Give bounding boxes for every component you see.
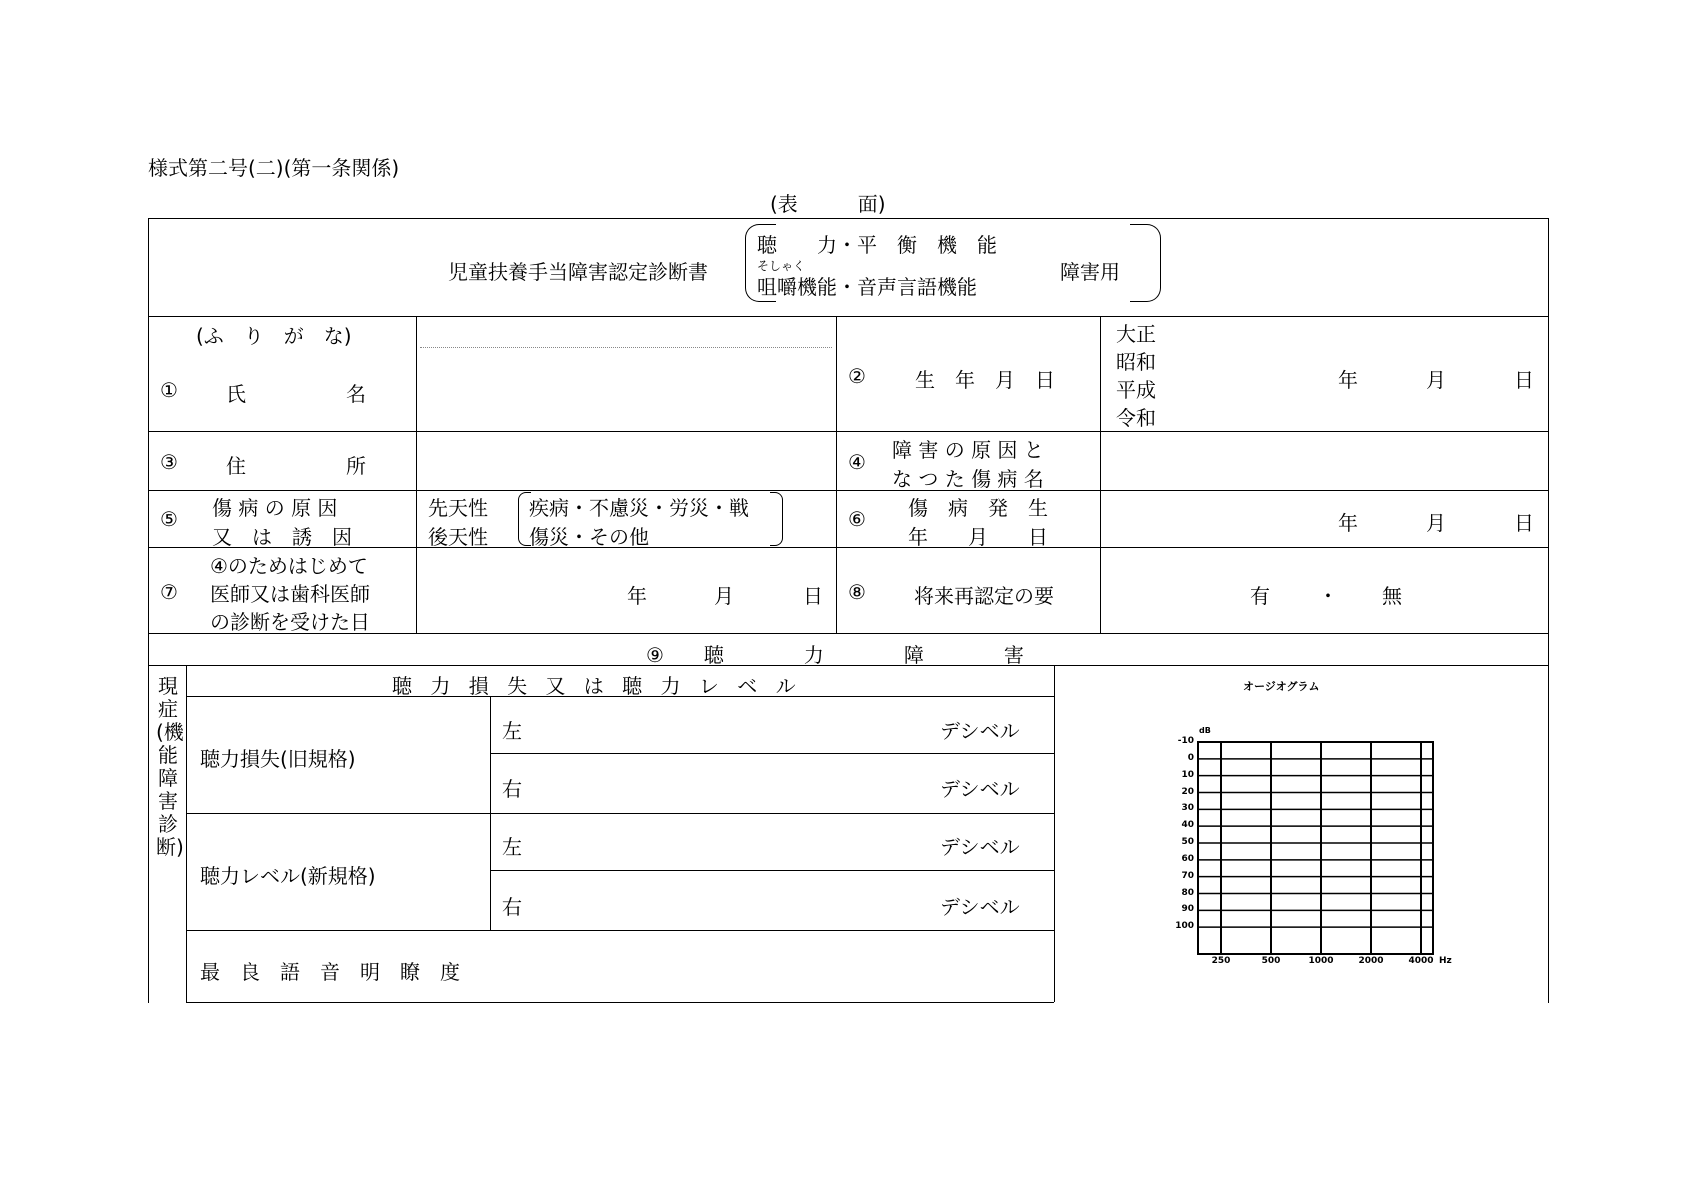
bracket-right (1130, 224, 1161, 302)
address-field[interactable] (420, 434, 830, 488)
new-left-label: 左 (502, 835, 522, 859)
audiogram-y-tick: 40 (1181, 820, 1194, 831)
speech-discrimination-label: 最 良 語 音 明 瞭 度 (200, 960, 460, 984)
origin-label-2: 又 は 誘 因 (212, 525, 352, 549)
audiogram-y-tick: 30 (1181, 803, 1194, 814)
num-6: ⑥ (848, 507, 866, 531)
title-line2: 咀嚼機能・音声言語機能 (757, 275, 977, 299)
audiogram-title: オージオグラム (1243, 680, 1320, 693)
first-diag-label-3: の診断を受けた日 (210, 610, 370, 634)
hearing-section-title: ⑨ 聴 力 障 害 (646, 643, 1024, 667)
num-4: ④ (848, 450, 866, 474)
cause-field[interactable] (1104, 434, 1544, 488)
audiogram-frame (1198, 742, 1433, 954)
num-3: ③ (160, 450, 178, 474)
num-8: ⑧ (848, 580, 866, 604)
dob-day: 日 (1514, 368, 1534, 392)
first-diag-month: 月 (714, 584, 734, 608)
form-number: 様式第二号(二)(第一条関係) (148, 156, 400, 180)
audiogram-y-tick: 70 (1181, 870, 1194, 881)
num-1: ① (160, 378, 178, 402)
dob-year: 年 (1338, 368, 1358, 392)
old-left-label: 左 (502, 719, 522, 743)
furigana-label: (ふ り が な) (196, 324, 352, 348)
audiogram-y-tick: 20 (1181, 786, 1194, 797)
dob-label: 生 年 月 日 (915, 368, 1055, 392)
audiogram-x-tick: 2000 (1358, 956, 1384, 966)
audiogram-y-tick: 80 (1181, 887, 1194, 898)
origin-options-1[interactable]: 疾病・不慮災・労災・戦 (529, 496, 749, 520)
onset-label-1: 傷 病 発 生 (908, 496, 1048, 520)
audiogram-y-unit: dB (1199, 726, 1211, 735)
audiogram-y-tick: 0 (1187, 752, 1194, 763)
title-suffix: 障害用 (1060, 260, 1120, 284)
audiogram-x-tick: 1000 (1308, 956, 1334, 966)
audiogram-y-tick: 10 (1181, 769, 1194, 780)
era-heisei[interactable]: 平成 (1116, 378, 1156, 402)
first-diag-label-2: 医師又は歯科医師 (210, 582, 370, 606)
era-taisho[interactable]: 大正 (1116, 322, 1156, 346)
era-reiwa[interactable]: 令和 (1116, 406, 1156, 430)
onset-month: 月 (1426, 511, 1446, 535)
first-diag-label-1: ④のためはじめて (210, 554, 368, 578)
new-right-label: 右 (502, 895, 522, 919)
audiogram-y-tick: -10 (1177, 736, 1194, 746)
new-left-unit: デシベル (940, 835, 1020, 859)
num-7: ⑦ (160, 580, 178, 604)
title-ruby: そしゃく (757, 259, 806, 273)
audiogram (1143, 668, 1459, 973)
name-label: 氏 名 (226, 382, 366, 406)
first-diag-day: 日 (803, 584, 823, 608)
old-right-label: 右 (502, 777, 522, 801)
recert-label: 将来再認定の要 (914, 584, 1054, 608)
audiogram-x-unit: Hz (1439, 956, 1452, 966)
num-2: ② (848, 364, 866, 388)
congenital-option[interactable]: 先天性 (428, 496, 488, 520)
recert-separator: ・ (1318, 584, 1338, 608)
audiogram-y-tick: 60 (1181, 853, 1194, 864)
dob-month: 月 (1426, 368, 1446, 392)
name-field[interactable] (420, 320, 830, 428)
cause-label-1: 障 害 の 原 因 と (892, 438, 1044, 462)
onset-day: 日 (1514, 511, 1534, 535)
address-label: 住 所 (226, 454, 366, 478)
side-label: (表 面) (770, 192, 886, 216)
cause-label-2: な つ た 傷 病 名 (892, 467, 1044, 491)
new-right-unit: デシベル (940, 895, 1020, 919)
acquired-option[interactable]: 後天性 (428, 525, 488, 549)
first-diag-year: 年 (627, 584, 647, 608)
audiogram-x-tick: 4000 (1408, 956, 1434, 966)
onset-label-2: 年 月 日 (908, 525, 1048, 549)
form-title: 児童扶養手当障害認定診断書 (448, 260, 708, 284)
current-symptom-label: 現症(機能障害診断) (156, 674, 184, 859)
origin-options-2[interactable]: 傷災・その他 (529, 525, 649, 549)
audiogram-y-tick: 90 (1181, 904, 1194, 915)
old-standard-label: 聴力損失(旧規格) (200, 747, 356, 771)
onset-year: 年 (1338, 511, 1358, 535)
new-standard-label: 聴力レベル(新規格) (200, 864, 376, 888)
audiogram-x-tick: 250 (1211, 956, 1231, 966)
audiogram-y-tick: 100 (1175, 921, 1194, 932)
recert-no[interactable]: 無 (1382, 584, 1402, 608)
recert-yes[interactable]: 有 (1250, 584, 1270, 608)
era-list[interactable] (1116, 320, 1176, 432)
era-showa[interactable]: 昭和 (1116, 350, 1156, 374)
bracket (770, 492, 783, 546)
audiogram-y-tick: 50 (1181, 837, 1194, 847)
origin-label-1: 傷 病 の 原 因 (212, 496, 338, 520)
old-left-unit: デシベル (940, 719, 1020, 743)
num-5: ⑤ (160, 507, 178, 531)
title-line1: 聴 力・平 衡 機 能 (757, 233, 997, 257)
audiogram-x-tick: 500 (1261, 956, 1281, 966)
hearing-header: 聴 力 損 失 又 は 聴 力 レ ベ ル (392, 674, 802, 698)
old-right-unit: デシベル (940, 777, 1020, 801)
